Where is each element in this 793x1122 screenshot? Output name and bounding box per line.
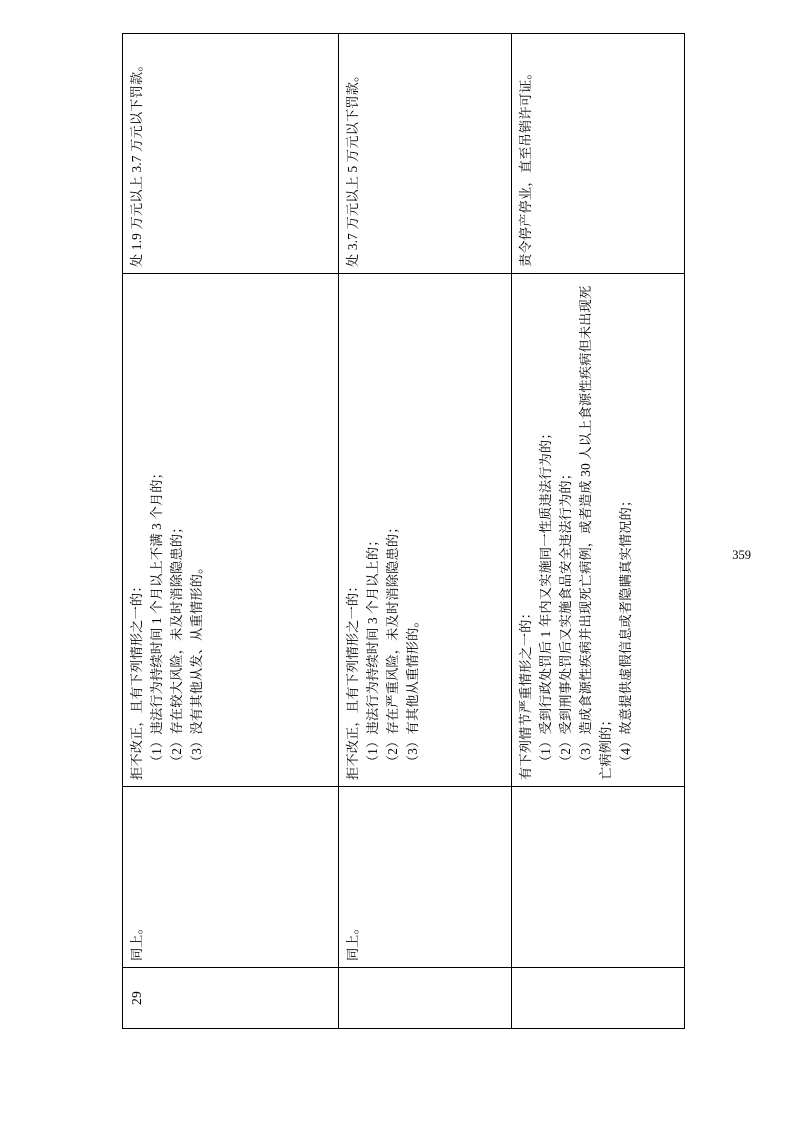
penalty-cell [123,34,339,274]
circumstances-cell [123,274,339,787]
circumstance-line: （2）存在严重风险，未及时消除隐患的； [385,520,401,769]
penalty-cell [512,34,685,274]
penalty-text: 处 1.9 万元以上 3.7 万元以下罚款。 [129,58,144,267]
page-number: 359 [732,548,751,562]
penalty-table [122,33,685,1029]
circumstance-line: （1）违法行为持续时间 1 个月以上不满 3 个月的； [149,466,165,769]
circumstance-line: （1）受到行政处罚后 1 年内又实施同一性质违法行为的； [538,426,554,769]
circumstance-line: 拒不改正，且有下列情形之一的： [345,579,360,780]
row-number-cell [339,968,512,1029]
penalty-cell [339,34,512,274]
table-row [512,34,685,1029]
penalty-text: 责令停产停业，直至吊销许可证。 [518,66,533,267]
circumstance-line: （3）有其他从重情形的。 [405,614,421,769]
circumstance-line: 有下列情节严重情形之一的： [518,605,533,780]
circumstance-line: （2）存在较大风险，未及时消除隐患的； [169,520,185,769]
circumstances-cell [339,274,512,787]
circumstance-line: （3）造成食源性疾病并出现死亡病例，或者造成 30 人以上食源性疾病但未出现死亡病例的； [578,285,614,780]
circumstances-cell [512,274,685,787]
same-as-above-text: 同上。 [129,920,144,961]
circumstance-line: （4）故意提供虚假信息或者隐瞒真实情况的； [618,493,634,769]
table-row [339,34,512,1029]
same-as-above-cell [123,787,339,968]
same-as-above-cell [339,787,512,968]
rotated-table-container [122,58,657,1029]
circumstance-line: 拒不改正，且有下列情形之一的： [129,579,144,780]
penalty-text: 处 3.7 万元以上 5 万元以下罚款。 [345,68,360,267]
penalty-table-wrapper [122,58,657,1029]
circumstance-line: （1）违法行为持续时间 3 个月以上的； [365,533,381,769]
circumstance-line: （2）受到刑事处罚后又实施食品安全违法行为的； [558,466,574,769]
same-as-above-text: 同上。 [345,920,360,961]
row-number-cell [123,968,339,1029]
same-as-above-cell [512,787,685,968]
circumstance-line: （3）没有其他从发、从重情形的。 [189,560,205,769]
row-number: 29 [129,991,144,1005]
row-number-cell [512,968,685,1029]
table-row [123,34,339,1029]
